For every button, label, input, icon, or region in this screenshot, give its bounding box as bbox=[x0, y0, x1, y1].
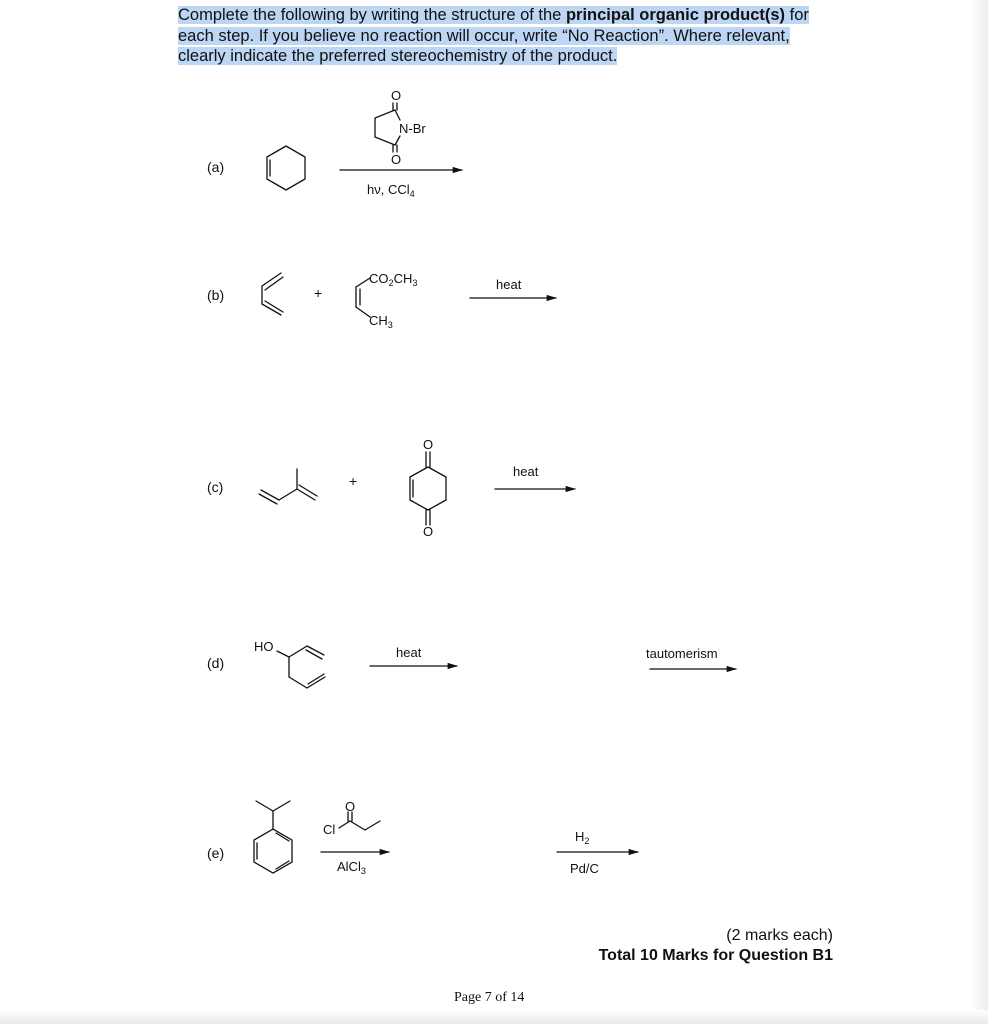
plus-sign-c: + bbox=[349, 473, 358, 489]
question-label-c: (c) bbox=[207, 479, 224, 495]
arrow-label-e1 bbox=[337, 859, 366, 874]
arrow-label-d2: tautomerism bbox=[646, 646, 718, 661]
h2-text: H bbox=[575, 829, 585, 844]
methyl-diene-structure bbox=[259, 469, 317, 504]
arrow-label-e2-bottom: Pd/C bbox=[570, 861, 599, 876]
cyclohexene-structure bbox=[267, 146, 305, 190]
quinone-structure bbox=[410, 452, 446, 525]
instructions-text-2: for each step. If you believe no reaction will occur, write “No Reaction”. Where relevant, clearly indicate the preferred stereochemistry of the product. bbox=[178, 6, 809, 65]
acyl-oxygen-label: O bbox=[345, 799, 356, 814]
arrow-label-c: heat bbox=[513, 464, 539, 479]
nbs-oxygen-top: O bbox=[391, 88, 402, 103]
quinone-oxygen-top: O bbox=[423, 437, 434, 452]
arrow-label-e2-top bbox=[575, 829, 589, 844]
marks-block bbox=[599, 926, 833, 966]
propanoyl-chloride-structure bbox=[339, 812, 380, 830]
methyl-sub: 3 bbox=[387, 320, 393, 330]
plus-sign-b: + bbox=[314, 285, 323, 301]
hydroxyl-label: HO bbox=[254, 639, 274, 654]
instructions-text-1: Complete the following by writing the structure of the bbox=[178, 6, 566, 24]
nbs-structure bbox=[375, 103, 400, 152]
question-label-e: (e) bbox=[207, 845, 225, 861]
hexadienol-structure bbox=[277, 646, 325, 688]
conditions-a-subscript: 4 bbox=[409, 189, 415, 199]
ester-sub-1: 2 bbox=[388, 278, 394, 288]
methyl-text: CH bbox=[369, 313, 388, 328]
question-label-d: (d) bbox=[207, 655, 225, 671]
arrow-label-d1: heat bbox=[396, 645, 422, 660]
alcl3-text: AlCl bbox=[337, 859, 361, 874]
total-marks bbox=[599, 946, 833, 966]
ester-text-1: CO bbox=[369, 271, 389, 286]
h2-sub: 2 bbox=[584, 836, 590, 846]
nbs-nitrogen-bromine: N-Br bbox=[399, 121, 426, 136]
arrow-label-b: heat bbox=[496, 277, 522, 292]
page-number: Page 7 of 14 bbox=[454, 990, 525, 1005]
question-label-b: (b) bbox=[207, 287, 225, 303]
question-label-a: (a) bbox=[207, 159, 225, 175]
cumene-structure bbox=[254, 801, 292, 873]
ester-sub-2: 3 bbox=[412, 278, 418, 288]
ester-group-label bbox=[369, 271, 417, 286]
quinone-oxygen-bottom: O bbox=[423, 524, 434, 539]
conditions-a bbox=[367, 182, 415, 197]
chlorine-label: Cl bbox=[323, 822, 336, 837]
marks-each: (2 marks each) bbox=[726, 927, 833, 944]
nbs-oxygen-bottom: O bbox=[391, 152, 402, 167]
ester-text-2: CH bbox=[393, 271, 413, 286]
alcl3-sub: 3 bbox=[360, 866, 366, 876]
dienophile-structure bbox=[356, 278, 370, 317]
conditions-a-text: hν, CCl bbox=[367, 182, 410, 197]
total-marks-text: Total 10 Marks for Question B1 bbox=[598, 947, 833, 964]
methyl-group-label bbox=[369, 313, 393, 328]
instructions-bold-text: principal organic product(s) bbox=[565, 6, 786, 24]
butadiene-structure bbox=[262, 273, 283, 315]
